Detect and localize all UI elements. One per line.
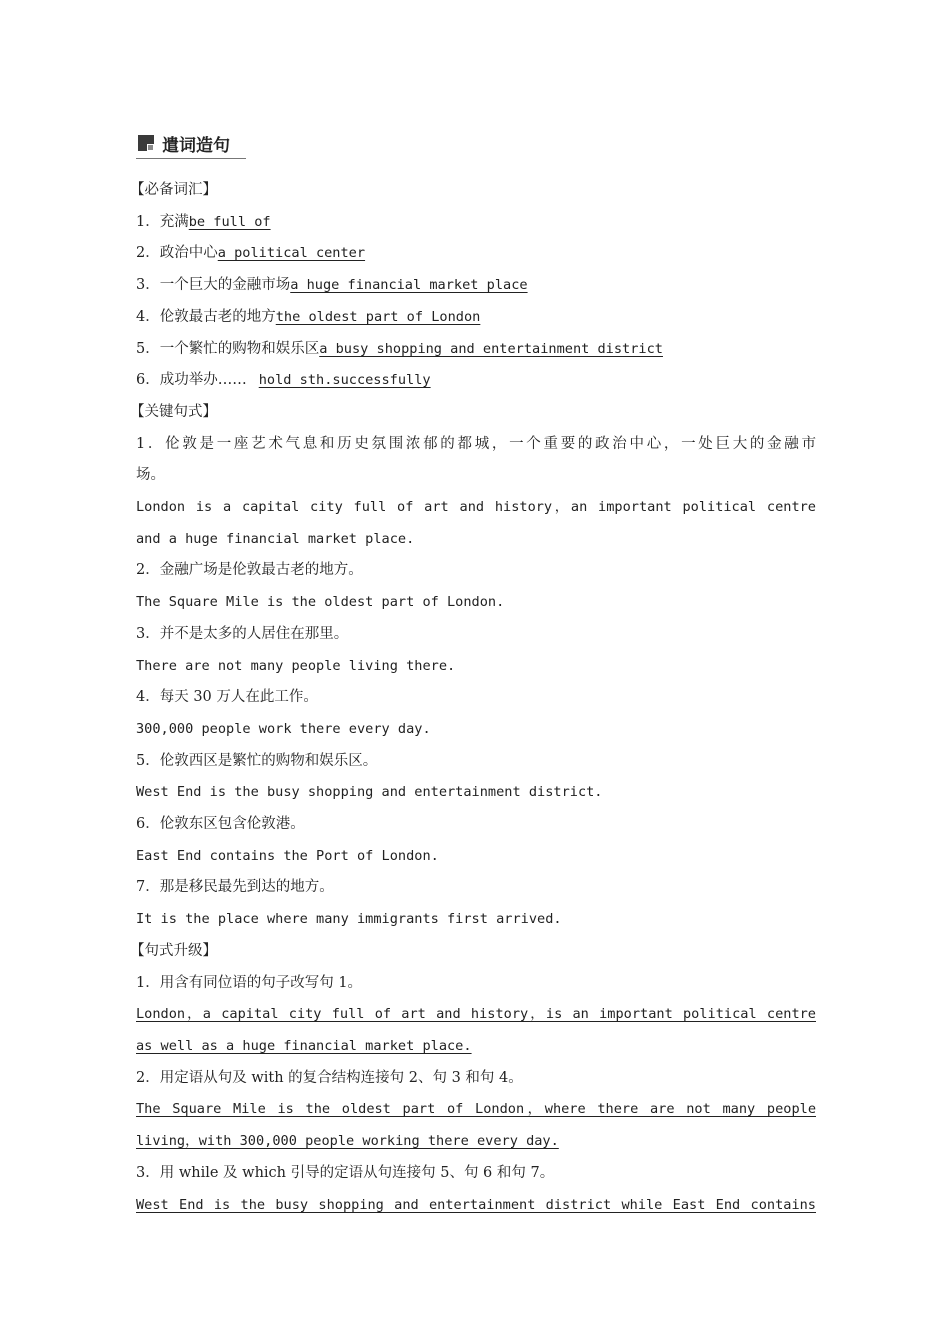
sentence-cn: 7．那是移民最先到达的地方。: [136, 879, 334, 896]
section-title: 遣词造句: [162, 135, 230, 156]
sentence-en: East End contains the Port of London.: [136, 847, 439, 864]
sentence-cn: 1．伦敦是一座艺术气息和历史氛围浓郁的都城，一个重要的政治中心，一处巨大的金融市: [136, 435, 816, 452]
vocab-item: 6．成功举办…… hold sth.successfully: [136, 372, 431, 389]
sentence-cn: 5．伦敦西区是繁忙的购物和娱乐区。: [136, 752, 378, 769]
sentence-en: The Square Mile is the oldest part of London.: [136, 594, 505, 611]
sentence-cn: 2．金融广场是伦敦最古老的地方。: [136, 562, 363, 579]
sentence-cn: 6．伦敦东区包含伦敦港。: [136, 816, 305, 833]
upgrade-answer: as well as a huge financial market place.: [136, 1037, 472, 1054]
upgrade-question: 2．用定语从句及 with 的复合结构连接句 2、句 3 和句 4。: [136, 1069, 523, 1086]
vocab-item: 4．伦敦最古老的地方the oldest part of London: [136, 308, 481, 325]
sentence-cn: 3．并不是太多的人居住在那里。: [136, 625, 349, 642]
vocab-item: 5．一个繁忙的购物和娱乐区a busy shopping and entertainment district: [136, 340, 663, 357]
vocab-title: 【必备词汇】: [130, 182, 217, 198]
sentence-en: There are not many people living there.: [136, 657, 456, 674]
sentence-en: It is the place where many immigrants first arrived.: [136, 911, 562, 928]
upgrade-answer: West End is the busy shopping and entertainment district while East End contains: [136, 1196, 816, 1213]
vocab-item: 3．一个巨大的金融市场a huge financial market place: [136, 277, 528, 294]
upgrade-question: 1．用含有同位语的句子改写句 1。: [136, 974, 363, 991]
upgrade-answer: living，with 300,000 people working there every day.: [136, 1133, 559, 1150]
upgrade-answer: London，a capital city full of art and history，is an important political centre: [136, 1006, 816, 1023]
sentence-en: and a huge financial market place.: [136, 530, 415, 547]
square-bullet-icon: [138, 135, 154, 151]
vocab-item: 1．充满be full of: [136, 213, 271, 230]
vocab-item: 2．政治中心a political center: [136, 245, 366, 262]
upgrade-question: 3．用 while 及 which 引导的定语从句连接句 5、句 6 和句 7。: [136, 1164, 555, 1181]
key-sentences-title: 【关键句式】: [130, 403, 217, 420]
sentence-cn: 场。: [136, 467, 165, 484]
sentence-cn: 4．每天 30 万人在此工作。: [136, 689, 318, 706]
sentence-en: London is a capital city full of art and history，an important political centre: [136, 499, 816, 516]
sentence-en: West End is the busy shopping and entertainment district.: [136, 784, 603, 801]
upgrade-title: 【句式升级】: [130, 942, 217, 959]
section-heading: [136, 128, 246, 159]
document-page: [130, 128, 816, 1221]
upgrade-answer: The Square Mile is the oldest part of London，where there are not many people: [136, 1101, 816, 1118]
sentence-en: 300,000 people work there every day.: [136, 720, 431, 737]
